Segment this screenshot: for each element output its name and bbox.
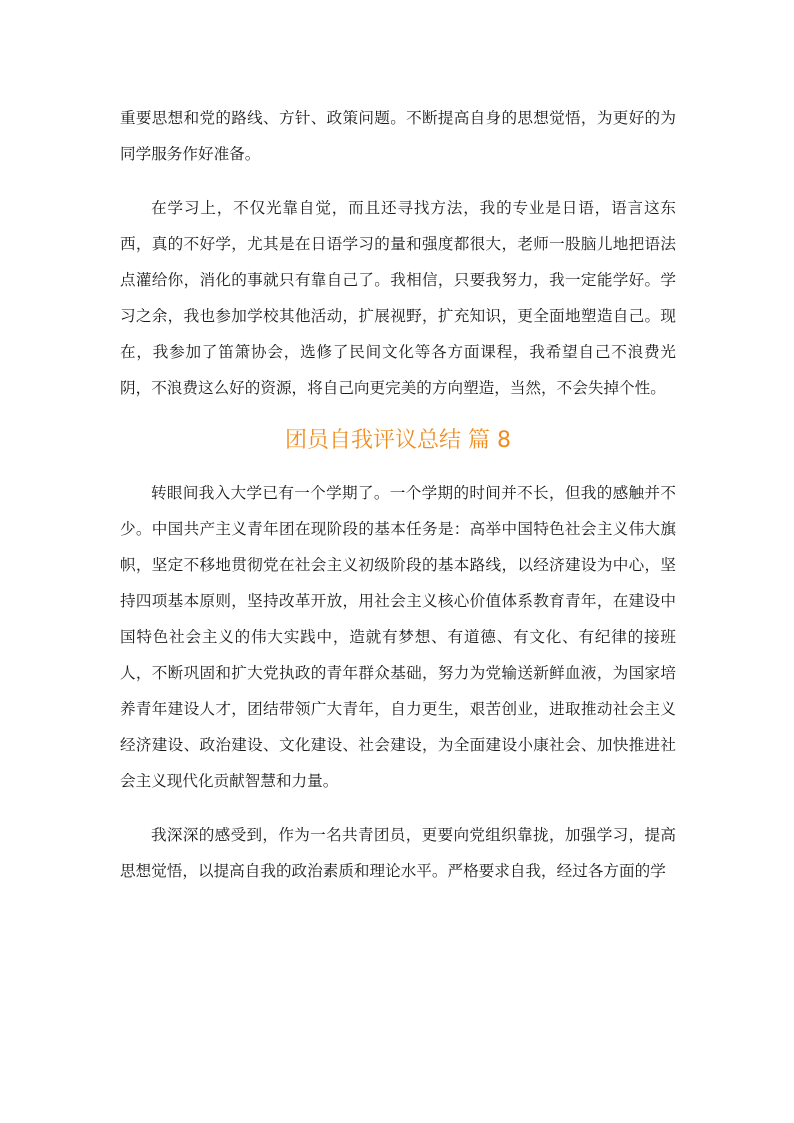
paragraph-study: 在学习上，不仅光靠自觉，而且还寻找方法，我的专业是日语，语言这东西，真的不好学，尤其是在日语学习的量和强度都很大，老师一股脑儿地把语法点灌给你，消化的事就只有靠自己了。我相信，只要我努力，我一定能学好。学习之余，我也参加学校其他活动，扩展视野，扩充知识，更全面地塑造自己。现在，我参加了笛箫协会，选修了民间文化等各方面课程，我希望自己不浪费光阴，不浪费这么好的资源，将自己向更完美的方向塑造，当然，不会失掉个性。 — [120, 199, 676, 397]
paragraph-continuation: 重要思想和党的路线、方针、政策问题。不断提高自身的思想觉悟，为更好的为同学服务作好准备。 — [120, 109, 676, 163]
document-body — [120, 100, 676, 889]
section-heading: 团员自我评议总结 篇 8 — [285, 428, 511, 453]
paragraph-semester-reflection: 转眼间我入大学已有一个学期了。一个学期的时间并不长，但我的感触并不少。中国共产主义青年团在现阶段的基本任务是：高举中国特色社会主义伟大旗帜，坚定不移地贯彻党在社会主义初级阶段的基本路线，以经济建设为中心，坚持四项基本原则，坚持改革开放，用社会主义核心价值体系教育青年，在建设中国特色社会主义的伟大实践中，造就有梦想、有道德、有文化、有纪律的接班人，不断巩固和扩大党执政的青年群众基础，努力为党输送新鲜血液，为国家培养青年建设人才，团结带领广大青年，自力更生，艰苦创业，进取推动社会主义经济建设、政治建设、文化建设、社会建设，为全面建设小康社会、加快推进社会主义现代化贡献智慧和力量。 — [120, 484, 676, 790]
paragraph-league-member: 我深深的感受到，作为一名共青团员，更要向党组织靠拢，加强学习，提高思想觉悟，以提高自我的政治素质和理论水平。严格要求自我，经过各方面的学 — [120, 826, 676, 880]
